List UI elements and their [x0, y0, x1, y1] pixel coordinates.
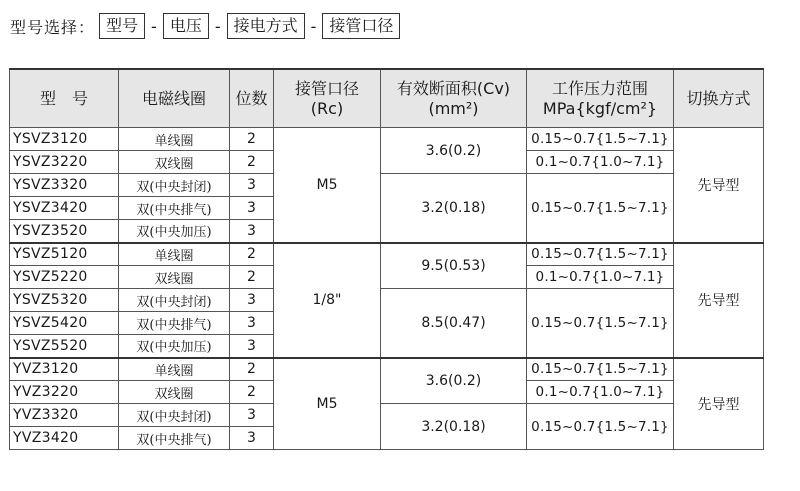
- effective-area-cell: 3.6(0.2): [381, 128, 527, 174]
- switch-type-cell: 先导型: [674, 243, 764, 358]
- selector-box-port-size: 接管口径: [322, 13, 400, 39]
- table-row: [10, 289, 764, 312]
- model-cell: YSVZ3520: [10, 220, 119, 243]
- pressure-range-cell: 0.15~0.7{1.5~7.1}: [527, 174, 674, 243]
- port-size-cell: M5: [274, 128, 381, 243]
- coil-cell: 单线圈: [119, 358, 230, 381]
- positions-cell: 3: [230, 289, 274, 312]
- coil-cell: 双(中央加压): [119, 335, 230, 358]
- positions-cell: 2: [230, 266, 274, 289]
- model-cell: YSVZ3120: [10, 128, 119, 151]
- coil-cell: 双(中央封闭): [119, 404, 230, 427]
- selector-label: 型号选择：: [10, 17, 96, 37]
- effective-area-cell: 8.5(0.47): [381, 289, 527, 358]
- positions-cell: 3: [230, 174, 274, 197]
- switch-type-cell: 先导型: [674, 358, 764, 450]
- effective-area-cell: 3.6(0.2): [381, 358, 527, 404]
- header-port: 接管口径 (Rc): [274, 69, 381, 128]
- coil-cell: 双(中央加压): [119, 220, 230, 243]
- table-row: [10, 128, 764, 151]
- coil-cell: 双线圈: [119, 151, 230, 174]
- header-model: 型 号: [10, 69, 119, 128]
- pressure-range-cell: 0.1~0.7{1.0~7.1}: [527, 151, 674, 174]
- positions-cell: 2: [230, 128, 274, 151]
- pressure-range-cell: 0.15~0.7{1.5~7.1}: [527, 289, 674, 358]
- selector-box-wiring: 接电方式: [227, 13, 305, 39]
- model-cell: YVZ3420: [10, 427, 119, 450]
- pressure-range-cell: 0.1~0.7{1.0~7.1}: [527, 381, 674, 404]
- header-coil: 电磁线圈: [119, 69, 230, 128]
- selector-separator: -: [214, 16, 221, 36]
- model-cell: YVZ3220: [10, 381, 119, 404]
- positions-cell: 2: [230, 381, 274, 404]
- coil-cell: 双线圈: [119, 381, 230, 404]
- model-cell: YVZ3120: [10, 358, 119, 381]
- positions-cell: 2: [230, 151, 274, 174]
- effective-area-cell: 9.5(0.53): [381, 243, 527, 289]
- coil-cell: 双(中央封闭): [119, 289, 230, 312]
- pressure-range-cell: 0.15~0.7{1.5~7.1}: [527, 243, 674, 266]
- model-selector: [10, 12, 400, 40]
- table-row: [10, 404, 764, 427]
- positions-cell: 3: [230, 427, 274, 450]
- header-switch: 切换方式: [674, 69, 764, 128]
- model-cell: YSVZ3320: [10, 174, 119, 197]
- selector-separator: -: [310, 16, 317, 36]
- port-size-cell: M5: [274, 358, 381, 450]
- model-cell: YSVZ5120: [10, 243, 119, 266]
- selector-separator: -: [151, 16, 157, 36]
- coil-cell: 单线圈: [119, 128, 230, 151]
- model-cell: YSVZ5220: [10, 266, 119, 289]
- effective-area-cell: 3.2(0.18): [381, 174, 527, 243]
- positions-cell: 3: [230, 404, 274, 427]
- positions-cell: 3: [230, 197, 274, 220]
- header-area: 有效断面积(Cv) (mm²): [381, 69, 527, 128]
- model-cell: YSVZ5420: [10, 312, 119, 335]
- header-positions: 位数: [230, 69, 274, 128]
- positions-cell: 3: [230, 312, 274, 335]
- switch-type-cell: 先导型: [674, 128, 764, 243]
- pressure-range-cell: 0.15~0.7{1.5~7.1}: [527, 404, 674, 450]
- coil-cell: 单线圈: [119, 243, 230, 266]
- model-cell: YSVZ5520: [10, 335, 119, 358]
- positions-cell: 3: [230, 220, 274, 243]
- selector-box-voltage: 电压: [163, 13, 209, 39]
- table-row: [10, 358, 764, 381]
- coil-cell: 双(中央排气): [119, 427, 230, 450]
- coil-cell: 双(中央封闭): [119, 174, 230, 197]
- spec-table: [9, 68, 764, 450]
- header-pressure: 工作压力范围 MPa{kgf/cm²}: [527, 69, 674, 128]
- table-row: [10, 243, 764, 266]
- model-cell: YSVZ3220: [10, 151, 119, 174]
- positions-cell: 3: [230, 335, 274, 358]
- coil-cell: 双(中央排气): [119, 312, 230, 335]
- model-cell: YVZ3320: [10, 404, 119, 427]
- coil-cell: 双(中央排气): [119, 197, 230, 220]
- positions-cell: 2: [230, 358, 274, 381]
- pressure-range-cell: 0.15~0.7{1.5~7.1}: [527, 128, 674, 151]
- selector-box-model: 型号: [99, 13, 145, 39]
- pressure-range-cell: 0.1~0.7{1.0~7.1}: [527, 266, 674, 289]
- effective-area-cell: 3.2(0.18): [381, 404, 527, 450]
- port-size-cell: 1/8": [274, 243, 381, 358]
- pressure-range-cell: 0.15~0.7{1.5~7.1}: [527, 358, 674, 381]
- coil-cell: 双线圈: [119, 266, 230, 289]
- model-cell: YSVZ5320: [10, 289, 119, 312]
- positions-cell: 2: [230, 243, 274, 266]
- table-header-row: [10, 69, 764, 128]
- table-body: [10, 128, 764, 450]
- model-cell: YSVZ3420: [10, 197, 119, 220]
- table-row: [10, 174, 764, 197]
